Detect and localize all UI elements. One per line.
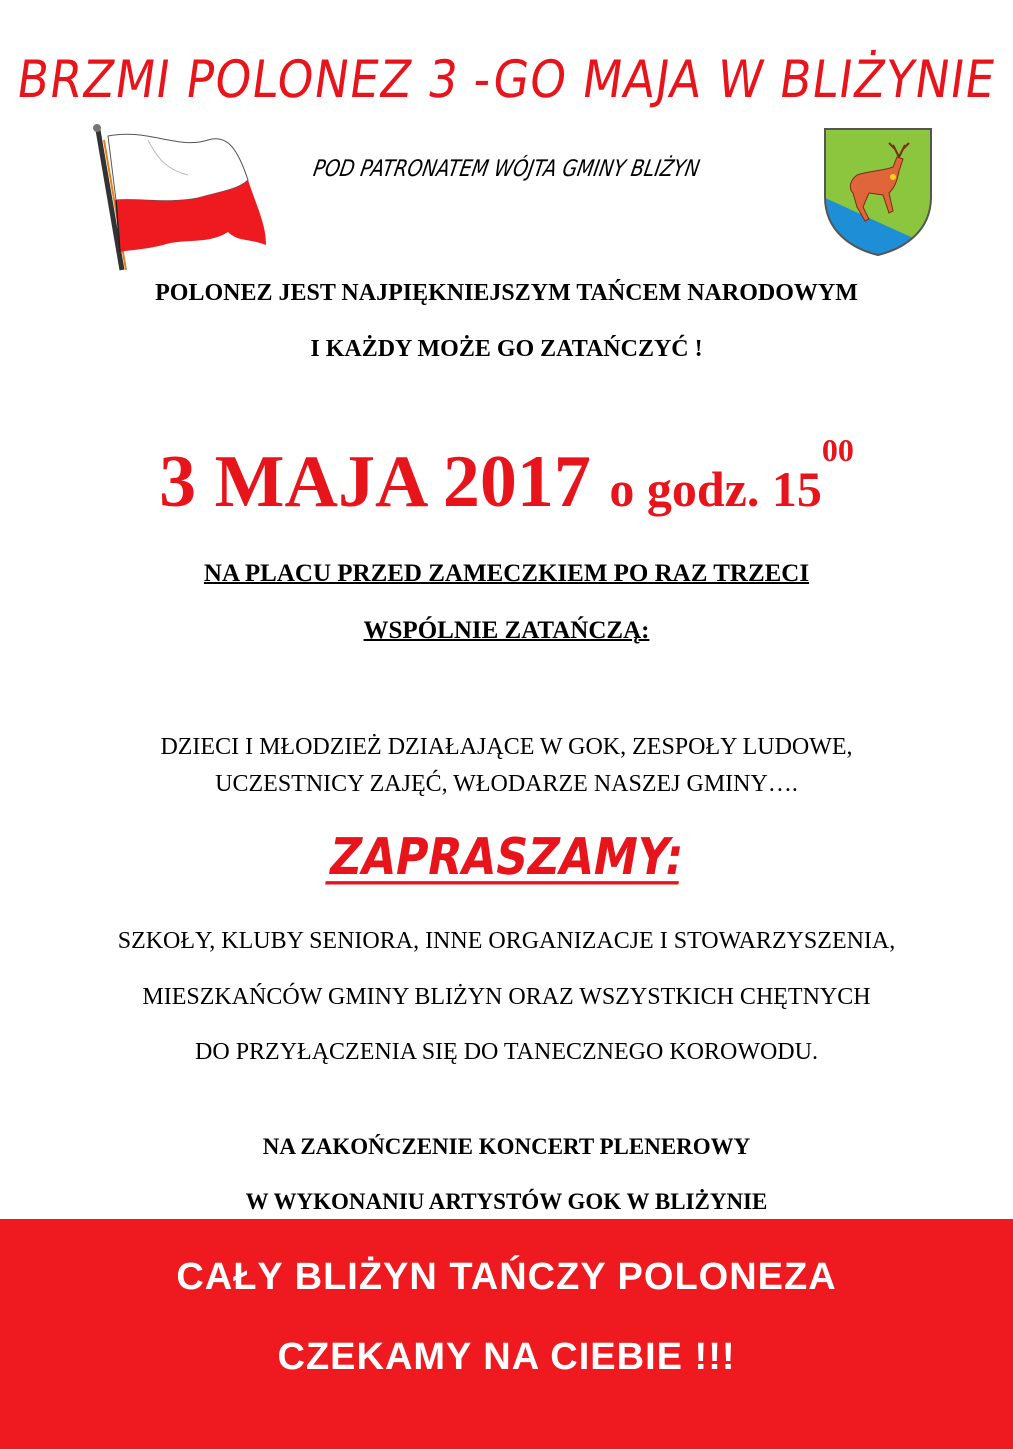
participants-line-2: UCZESTNICY ZAJĘĆ, WŁODARZE NASZEJ GMINY…. xyxy=(215,771,798,797)
blizyn-coat-of-arms-icon xyxy=(823,127,933,257)
poster-title: BRZMI POLONEZ 3 -GO MAJA W BLIŻYNIE xyxy=(13,48,1000,110)
banner-line-1: CAŁY BLIŻYN TAŃCZY POLONEZA xyxy=(176,1256,837,1298)
invite-heading-wrap xyxy=(0,828,1013,887)
polish-flag-icon xyxy=(88,120,278,275)
place-line-1: NA PLACU PRZED ZAMECZKIEM PO RAZ TRZECI xyxy=(203,560,810,587)
event-time-minutes: 00 xyxy=(821,432,854,468)
concert-line-2: W WYKONANIU ARTYSTÓW GOK W BLIŻYNIE xyxy=(245,1189,768,1214)
place-line-2: WSPÓLNIE ZATAŃCZĄ: xyxy=(363,617,650,644)
invite-line-1: SZKOŁY, KLUBY SENIORA, INNE ORGANIZACJE I STOWARZYSZENIA, xyxy=(117,928,896,954)
patronage-text: POD PATRONATEM WÓJTA GMINY BLIŻYN xyxy=(311,155,702,183)
place-line-2-wrap xyxy=(0,617,1013,645)
bottom-banner xyxy=(0,1219,1013,1449)
participants-line-1: DZIECI I MŁODZIEŻ DZIAŁAJĄCE W GOK, ZESPOŁY LUDOWE, xyxy=(160,734,853,760)
event-date-time xyxy=(0,432,1013,525)
invite-line-3: DO PRZYŁĄCZENIA SIĘ DO TANECZNEGO KOROWODU. xyxy=(195,1039,818,1065)
banner-line-2: CZEKAMY NA CIEBIE !!! xyxy=(277,1336,736,1378)
intro-line-1: POLONEZ JEST NAJPIĘKNIEJSZYM TAŃCEM NARODOWYM xyxy=(155,280,858,306)
event-date: 3 MAJA 2017 xyxy=(159,441,591,523)
event-time: o godz. 15 xyxy=(609,461,822,517)
place-line-1-wrap xyxy=(0,560,1013,588)
invite-line-2: MIESZKAŃCÓW GMINY BLIŻYN ORAZ WSZYSTKICH CHĘTNYCH xyxy=(142,984,871,1010)
concert-line-1: NA ZAKOŃCZENIE KONCERT PLENEROWY xyxy=(262,1134,751,1159)
intro-line-2: I KAŻDY MOŻE GO ZATAŃCZYĆ ! xyxy=(310,336,703,362)
invite-heading: ZAPRASZAMY: xyxy=(324,828,689,887)
